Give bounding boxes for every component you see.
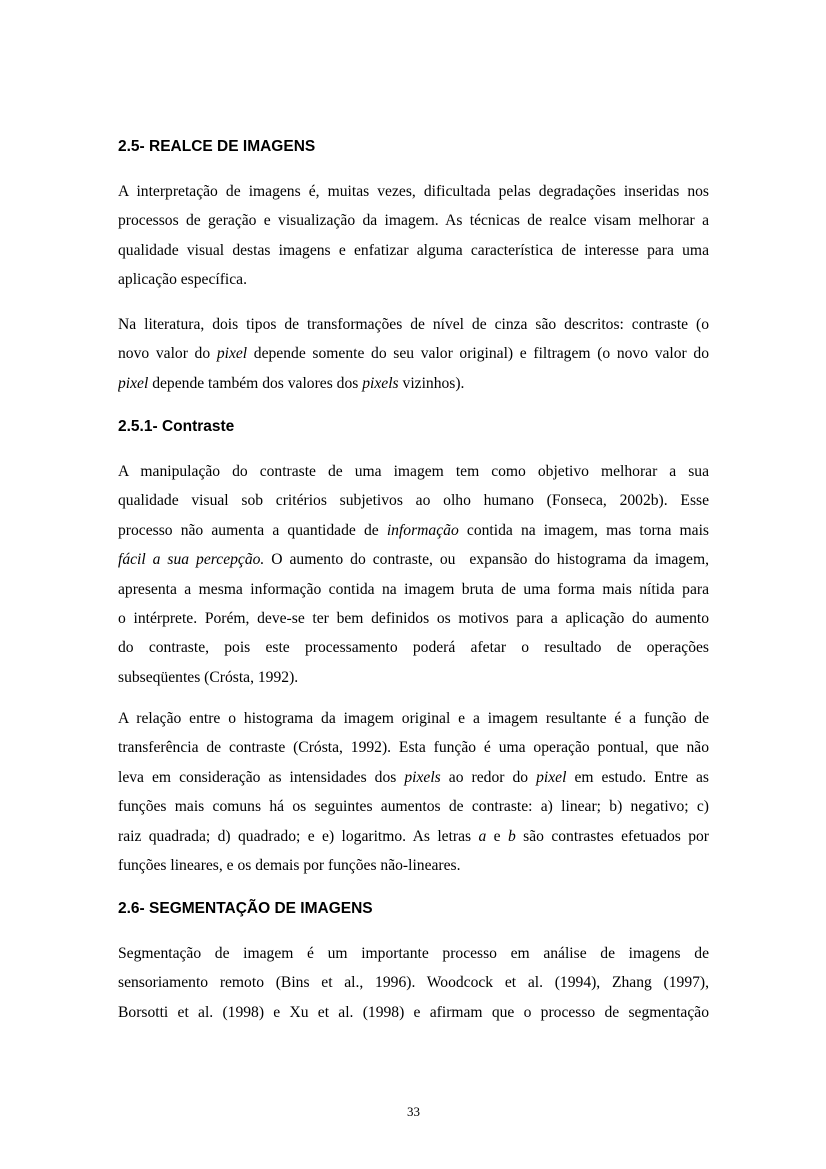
italic-term: pixel <box>536 768 567 786</box>
text-line <box>118 339 709 368</box>
text-line <box>118 822 709 851</box>
text-line: sensoriamento remoto (Bins et al., 1996). Woodcock et al. (1994), Zhang (1997), <box>118 974 709 992</box>
section-heading-2-5: 2.5- REALCE DE IMAGENS <box>118 138 316 155</box>
text-line: Na literatura, dois tipos de transformações de nível de cinza são descritos: contraste (o <box>118 316 709 333</box>
italic-term: b <box>507 827 516 845</box>
text-line: apresenta a mesma informação contida na imagem bruta de uma forma mais nítida para <box>118 580 709 598</box>
text-run: e <box>486 827 508 845</box>
text-run: vizinhos). <box>398 374 465 392</box>
text-run: depende também dos valores dos <box>148 374 363 392</box>
italic-term: pixels <box>404 768 441 786</box>
text-line: subseqüentes (Crósta, 1992). <box>118 668 299 686</box>
text-line: transferência de contraste (Crósta, 1992). Esta função é uma operação pontual, que não <box>118 739 709 757</box>
text-line: qualidade visual destas imagens e enfatizar alguma característica de interesse para uma <box>118 241 709 259</box>
text-line: o intérprete. Porém, deve-se ter bem definidos os motivos para a aplicação do aumento <box>118 609 709 627</box>
text-line: Borsotti et al. (1998) e Xu et al. (1998) e afirmam que o processo de segmentação <box>118 1003 709 1021</box>
text-line <box>118 369 709 398</box>
text-line: A manipulação do contraste de uma imagem tem como objetivo melhorar a sua <box>118 463 709 480</box>
paragraph-contraste <box>118 457 709 692</box>
text-line: Segmentação de imagem é um importante processo em análise de imagens de <box>118 945 709 962</box>
text-line: aplicação específica. <box>118 271 247 289</box>
italic-term: a <box>478 827 487 845</box>
italic-term: fácil a sua percepção. <box>118 551 265 569</box>
italic-term: pixels <box>362 374 399 392</box>
text-line <box>118 516 709 545</box>
text-run: são contrastes efetuados por <box>515 827 709 845</box>
document-page <box>118 0 709 1169</box>
text-line: funções mais comuns há os seguintes aumentos de contraste: a) linear; b) negativo; c) <box>118 798 709 816</box>
text-run: depende somente do seu valor original) e filtragem (o novo valor do <box>247 345 709 363</box>
paragraph-realce-intro <box>118 177 709 295</box>
text-run: leva em consideração as intensidades dos <box>118 768 405 786</box>
text-line: A relação entre o histograma da imagem original e a imagem resultante é a função de <box>118 710 709 727</box>
section-heading-2-6: 2.6- SEGMENTAÇÃO DE IMAGENS <box>118 900 373 917</box>
text-line: funções lineares, e os demais por funções não-lineares. <box>118 856 461 874</box>
text-run: novo valor do <box>118 345 217 363</box>
text-line: qualidade visual sob critérios subjetivos ao olho humano (Fonseca, 2002b). Esse <box>118 492 709 510</box>
text-line <box>118 545 709 574</box>
text-line: A interpretação de imagens é, muitas vezes, dificultada pelas degradações inseridas nos <box>118 183 709 200</box>
paragraph-funcao-transferencia <box>118 704 709 880</box>
text-run: processo não aumenta a quantidade de <box>118 521 387 539</box>
text-line: processos de geração e visualização da imagem. As técnicas de realce visam melhorar a <box>118 212 709 230</box>
italic-term: informação <box>386 521 459 539</box>
italic-term: pixel <box>118 374 149 392</box>
text-run: contida na imagem, mas torna mais <box>458 521 709 539</box>
text-run: ao redor do <box>440 768 537 786</box>
text-run: O aumento do contraste, ou expansão do histograma da imagem, <box>264 551 709 569</box>
paragraph-transformacoes <box>118 310 709 398</box>
page-number: 33 <box>407 1104 420 1119</box>
italic-term: pixel <box>216 345 248 363</box>
text-run: em estudo. Entre as <box>566 768 709 786</box>
paragraph-segmentacao <box>118 939 709 1027</box>
text-line: do contraste, pois este processamento poderá afetar o resultado de operações <box>118 639 709 657</box>
section-heading-2-5-1: 2.5.1- Contraste <box>118 418 235 435</box>
text-run: raiz quadrada; d) quadrado; e e) logaritmo. As letras <box>118 827 479 845</box>
text-line <box>118 763 709 792</box>
